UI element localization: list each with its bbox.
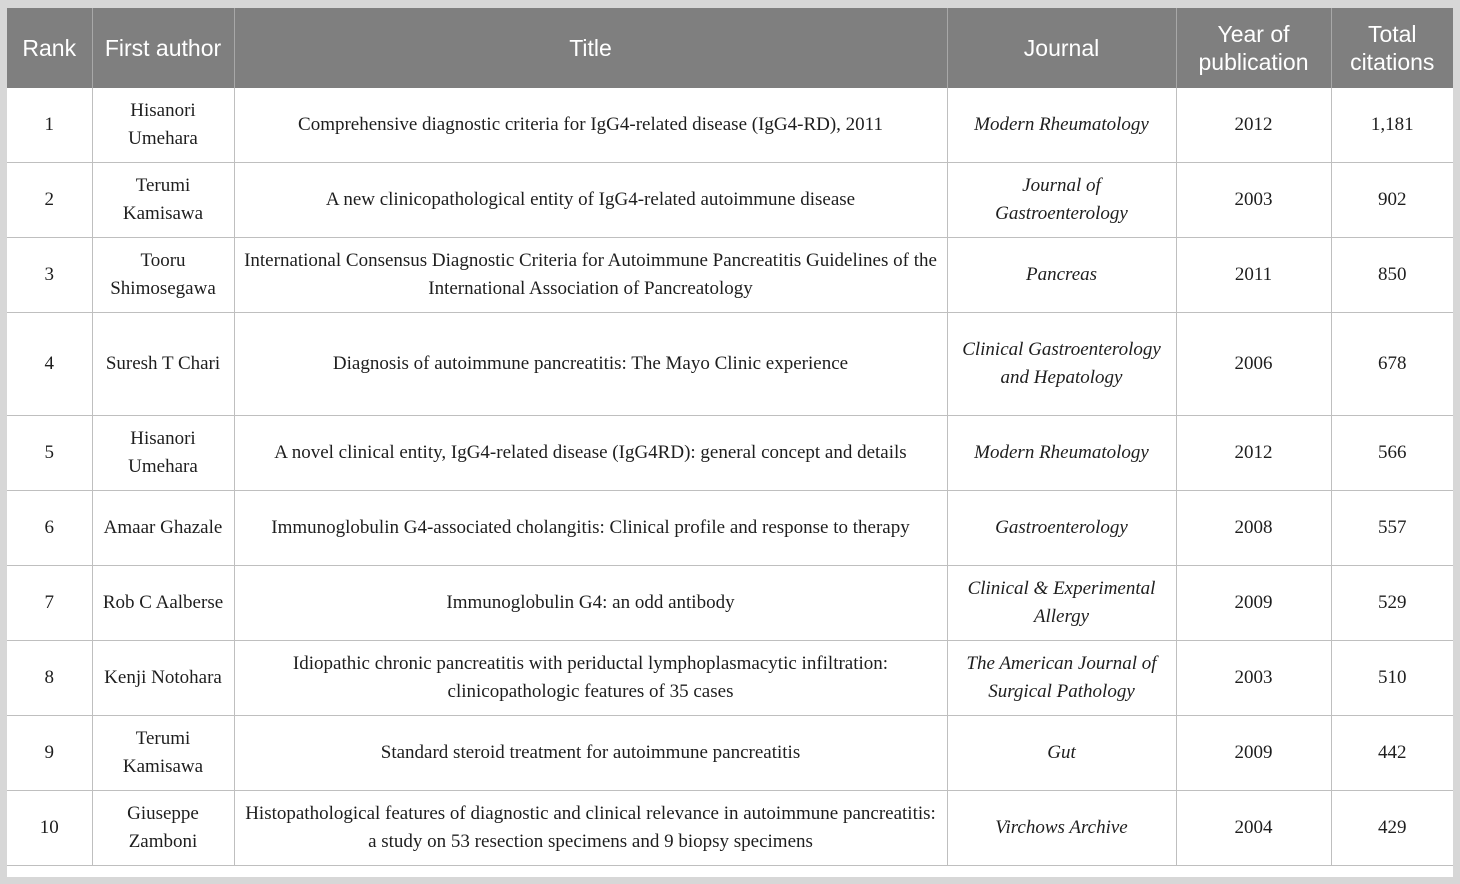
cell-journal: Journal of Gastroenterology xyxy=(947,163,1176,238)
cell-author: Hisanori Umehara xyxy=(92,88,234,163)
header-row xyxy=(7,8,1453,88)
cell-title: A new clinicopathological entity of IgG4-related autoimmune disease xyxy=(234,163,947,238)
cell-rank: 3 xyxy=(7,238,92,313)
cell-citations: 557 xyxy=(1331,491,1453,566)
cell-author: Giuseppe Zamboni xyxy=(92,791,234,866)
cell-year: 2008 xyxy=(1176,491,1331,566)
header-year: Year of publication xyxy=(1176,8,1331,88)
cell-year: 2009 xyxy=(1176,566,1331,641)
cell-rank: 4 xyxy=(7,313,92,416)
cell-year: 2011 xyxy=(1176,238,1331,313)
cell-journal: The American Journal of Surgical Pathology xyxy=(947,641,1176,716)
table-row xyxy=(7,163,1453,238)
cell-author: Terumi Kamisawa xyxy=(92,716,234,791)
cell-citations: 442 xyxy=(1331,716,1453,791)
cell-citations: 510 xyxy=(1331,641,1453,716)
header-journal: Journal xyxy=(947,8,1176,88)
table-body xyxy=(7,88,1453,866)
cell-citations: 678 xyxy=(1331,313,1453,416)
citations-table xyxy=(7,8,1453,866)
cell-title: International Consensus Diagnostic Criteria for Autoimmune Pancreatitis Guidelines of the International Association of Pancreatology xyxy=(234,238,947,313)
cell-author: Hisanori Umehara xyxy=(92,416,234,491)
cell-year: 2006 xyxy=(1176,313,1331,416)
table-row xyxy=(7,238,1453,313)
cell-title: Immunoglobulin G4-associated cholangitis: Clinical profile and response to therapy xyxy=(234,491,947,566)
header-title: Title xyxy=(234,8,947,88)
table-header xyxy=(7,8,1453,88)
cell-author: Amaar Ghazale xyxy=(92,491,234,566)
header-rank: Rank xyxy=(7,8,92,88)
table-row xyxy=(7,791,1453,866)
cell-year: 2012 xyxy=(1176,88,1331,163)
cell-citations: 902 xyxy=(1331,163,1453,238)
table-row xyxy=(7,566,1453,641)
cell-title: Standard steroid treatment for autoimmune pancreatitis xyxy=(234,716,947,791)
cell-rank: 7 xyxy=(7,566,92,641)
cell-journal: Modern Rheumatology xyxy=(947,88,1176,163)
cell-journal: Modern Rheumatology xyxy=(947,416,1176,491)
table-row xyxy=(7,416,1453,491)
cell-author: Tooru Shimosegawa xyxy=(92,238,234,313)
table-row xyxy=(7,313,1453,416)
table-row xyxy=(7,641,1453,716)
cell-author: Terumi Kamisawa xyxy=(92,163,234,238)
cell-citations: 529 xyxy=(1331,566,1453,641)
cell-title: Histopathological features of diagnostic and clinical relevance in autoimmune pancreatitis: a study on 53 resection specimens and 9 biopsy specimens xyxy=(234,791,947,866)
cell-journal: Gut xyxy=(947,716,1176,791)
cell-rank: 10 xyxy=(7,791,92,866)
cell-citations: 566 xyxy=(1331,416,1453,491)
header-citations: Total citations xyxy=(1331,8,1453,88)
cell-year: 2004 xyxy=(1176,791,1331,866)
cell-author: Rob C Aalberse xyxy=(92,566,234,641)
cell-citations: 429 xyxy=(1331,791,1453,866)
cell-title: Idiopathic chronic pancreatitis with periductal lymphoplasmacytic infiltration: clinicopathologic features of 35 cases xyxy=(234,641,947,716)
table-row xyxy=(7,88,1453,163)
cell-rank: 6 xyxy=(7,491,92,566)
cell-title: Comprehensive diagnostic criteria for IgG4-related disease (IgG4-RD), 2011 xyxy=(234,88,947,163)
cell-journal: Gastroenterology xyxy=(947,491,1176,566)
cell-rank: 8 xyxy=(7,641,92,716)
cell-author: Kenji Notohara xyxy=(92,641,234,716)
cell-year: 2009 xyxy=(1176,716,1331,791)
cell-year: 2012 xyxy=(1176,416,1331,491)
cell-author: Suresh T Chari xyxy=(92,313,234,416)
cell-year: 2003 xyxy=(1176,163,1331,238)
cell-title: Immunoglobulin G4: an odd antibody xyxy=(234,566,947,641)
header-first-author: First author xyxy=(92,8,234,88)
table-frame xyxy=(7,8,1453,877)
cell-rank: 9 xyxy=(7,716,92,791)
cell-year: 2003 xyxy=(1176,641,1331,716)
cell-rank: 5 xyxy=(7,416,92,491)
cell-rank: 1 xyxy=(7,88,92,163)
table-row xyxy=(7,716,1453,791)
cell-journal: Pancreas xyxy=(947,238,1176,313)
cell-title: A novel clinical entity, IgG4-related disease (IgG4RD): general concept and details xyxy=(234,416,947,491)
cell-journal: Clinical & Experimental Allergy xyxy=(947,566,1176,641)
cell-journal: Virchows Archive xyxy=(947,791,1176,866)
cell-journal: Clinical Gastroenterology and Hepatology xyxy=(947,313,1176,416)
cell-citations: 1,181 xyxy=(1331,88,1453,163)
cell-rank: 2 xyxy=(7,163,92,238)
cell-title: Diagnosis of autoimmune pancreatitis: The Mayo Clinic experience xyxy=(234,313,947,416)
table-row xyxy=(7,491,1453,566)
cell-citations: 850 xyxy=(1331,238,1453,313)
